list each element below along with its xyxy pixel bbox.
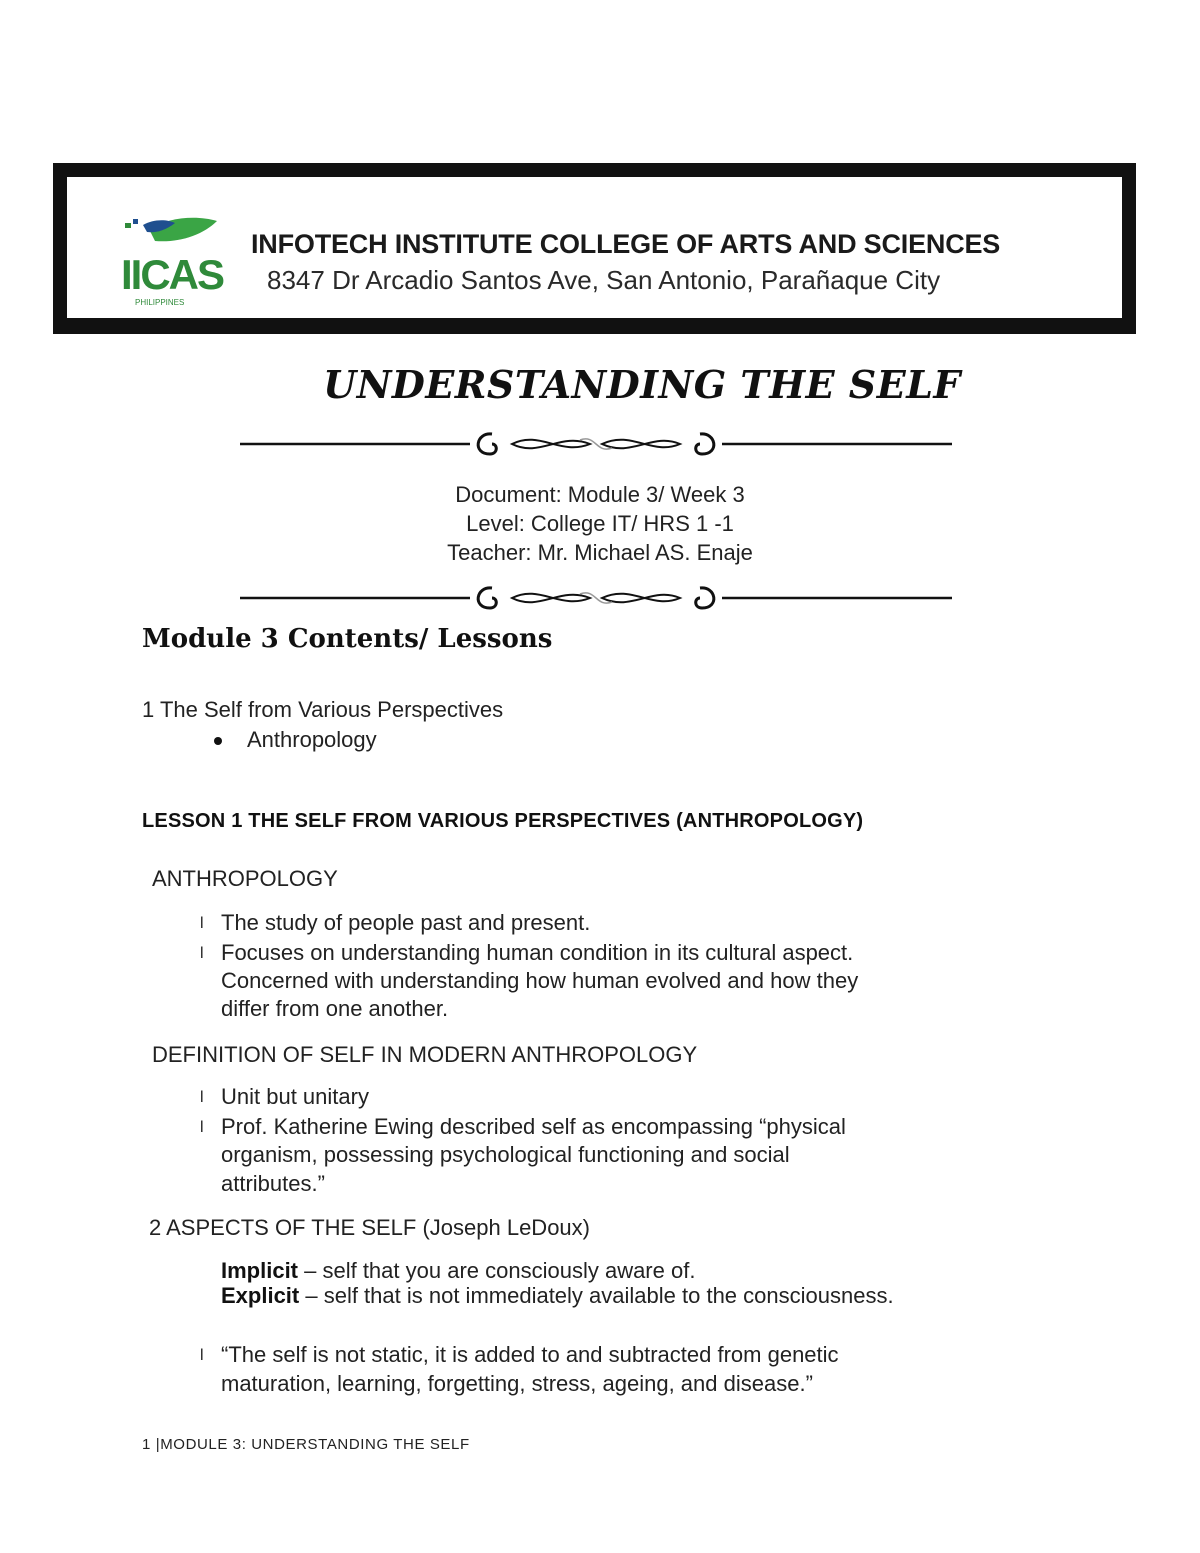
document-title: UNDERSTANDING THE SELF — [323, 362, 961, 407]
doc-info-level: Level: College IT/ HRS 1 -1 — [466, 511, 734, 536]
bullet-mark-icon: l — [200, 1089, 204, 1106]
list-item: The study of people past and present. — [221, 910, 591, 935]
contents-heading: Module 3 Contents/ Lessons — [142, 624, 553, 654]
list-item-continuation: differ from one another. — [221, 996, 449, 1021]
explicit-text: – self that is not immediately available to the consciousness. — [299, 1283, 894, 1308]
implicit-definition — [221, 1258, 695, 1284]
implicit-text: – self that you are consciously aware of. — [298, 1258, 696, 1283]
doc-info-document: Document: Module 3/ Week 3 — [455, 482, 745, 507]
quote-line: maturation, learning, forgetting, stress, ageing, and disease.” — [221, 1371, 813, 1396]
section-heading-definition: DEFINITION OF SELF IN MODERN ANTHROPOLOGY — [152, 1042, 698, 1067]
flourish-divider-bottom — [240, 580, 952, 616]
bullet-mark-icon: l — [200, 945, 204, 962]
institution-address: 8347 Dr Arcadio Santos Ave, San Antonio, Parañaque City — [267, 265, 941, 295]
quote-line: “The self is not static, it is added to and subtracted from genetic — [221, 1342, 839, 1367]
logo-sub-text: PHILIPPINES — [135, 298, 185, 307]
contents-sub-item: Anthropology — [247, 727, 377, 752]
list-item: Unit but unitary — [221, 1084, 369, 1109]
list-item-continuation: Concerned with understanding how human evolved and how they — [221, 968, 859, 993]
institution-logo — [119, 215, 229, 309]
section-heading-anthropology: ANTHROPOLOGY — [152, 866, 338, 891]
bullet-mark-icon: l — [200, 915, 204, 932]
bullet-mark-icon: l — [200, 1347, 204, 1364]
contents-item: 1 The Self from Various Perspectives — [142, 697, 504, 722]
section-heading-aspects: 2 ASPECTS OF THE SELF (Joseph LeDoux) — [149, 1215, 590, 1240]
explicit-definition — [221, 1283, 894, 1309]
implicit-term: Implicit — [221, 1258, 299, 1283]
explicit-term: Explicit — [221, 1283, 300, 1308]
list-item-continuation: organism, possessing psychological functioning and social — [221, 1142, 790, 1167]
logo-text: IICAS — [121, 251, 224, 298]
institution-name: INFOTECH INSTITUTE COLLEGE OF ARTS AND SCIENCES — [251, 229, 1001, 259]
page-footer: 1 |MODULE 3: UNDERSTANDING THE SELF — [142, 1436, 470, 1453]
list-item: Focuses on understanding human condition in its cultural aspect. — [221, 940, 854, 965]
header-banner — [53, 163, 1136, 334]
header-banner-inner — [67, 177, 1122, 318]
list-item-continuation: attributes.” — [221, 1171, 325, 1196]
doc-info-teacher: Teacher: Mr. Michael AS. Enaje — [447, 540, 753, 565]
lesson-title: LESSON 1 THE SELF FROM VARIOUS PERSPECTIVES (ANTHROPOLOGY) — [142, 810, 864, 832]
bullet-mark-icon: l — [200, 1119, 204, 1136]
flourish-divider-top — [240, 426, 952, 462]
list-item: Prof. Katherine Ewing described self as encompassing “physical — [221, 1114, 846, 1139]
bullet-dot-icon — [214, 737, 222, 745]
